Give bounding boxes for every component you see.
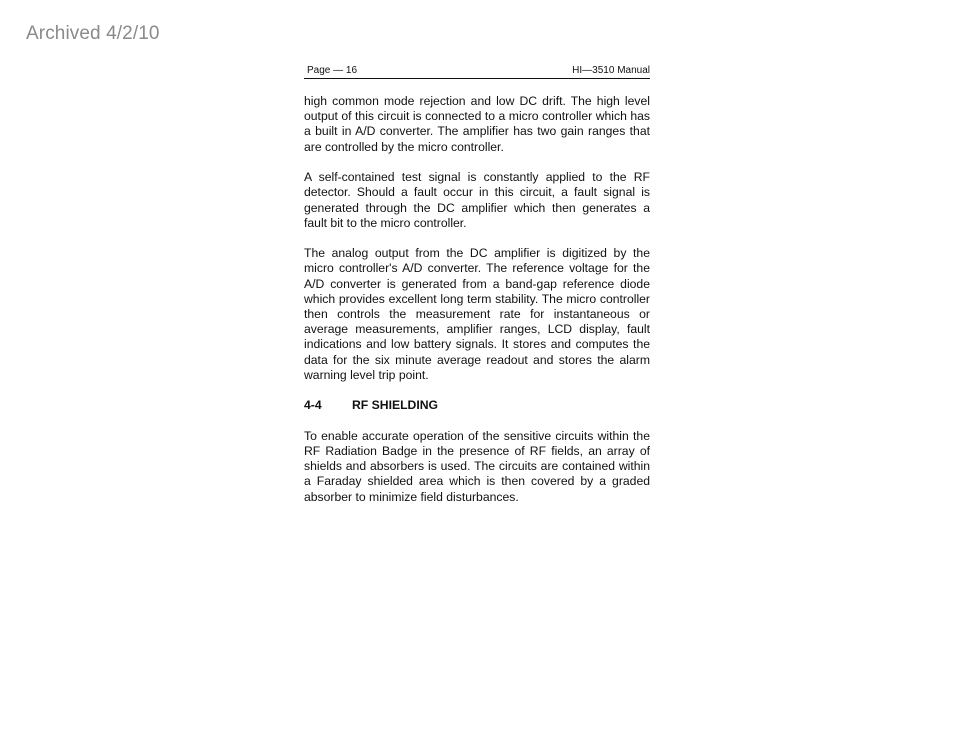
section-heading: [304, 398, 650, 413]
page-number: Page — 16: [307, 65, 358, 76]
section-paragraph: To enable accurate operation of the sensitive circuits within the RF Radiation Badge in the presence of RF fields, an array of shields and absorbers is used. The circuits are contained within a Faraday shielded area which is then covered by a graded absorber to minimize field disturbances.: [304, 428, 650, 504]
section-number: 4-4: [304, 398, 322, 413]
page-header: [304, 64, 650, 79]
paragraph-3: The analog output from the DC amplifier is digitized by the micro controller's A/D converter. The reference voltage for the A/D converter is generated from a band-gap reference diode which provides excellent long term stability. The micro controller then controls the measurement rate for instantaneous or average measurements, amplifier ranges, LCD display, fault indications and low battery signals. It stores and computes the data for the six minute average readout and stores the alarm warning level trip point.: [304, 246, 650, 382]
body-text: [304, 94, 650, 520]
manual-title: HI—3510 Manual: [572, 65, 650, 76]
paragraph-2: A self-contained test signal is constantly applied to the RF detector. Should a fault occur in this circuit, a fault signal is generated through the DC amplifier which then generates a fault bit to the micro controller.: [304, 170, 650, 230]
archived-stamp: Archived 4/2/10: [26, 23, 160, 44]
section-title: RF SHIELDING: [352, 398, 438, 413]
paragraph-1: high common mode rejection and low DC drift. The high level output of this circuit is connected to a micro controller which has a built in A/D converter. The amplifier has two gain ranges that are controlled by the micro controller.: [304, 94, 650, 154]
